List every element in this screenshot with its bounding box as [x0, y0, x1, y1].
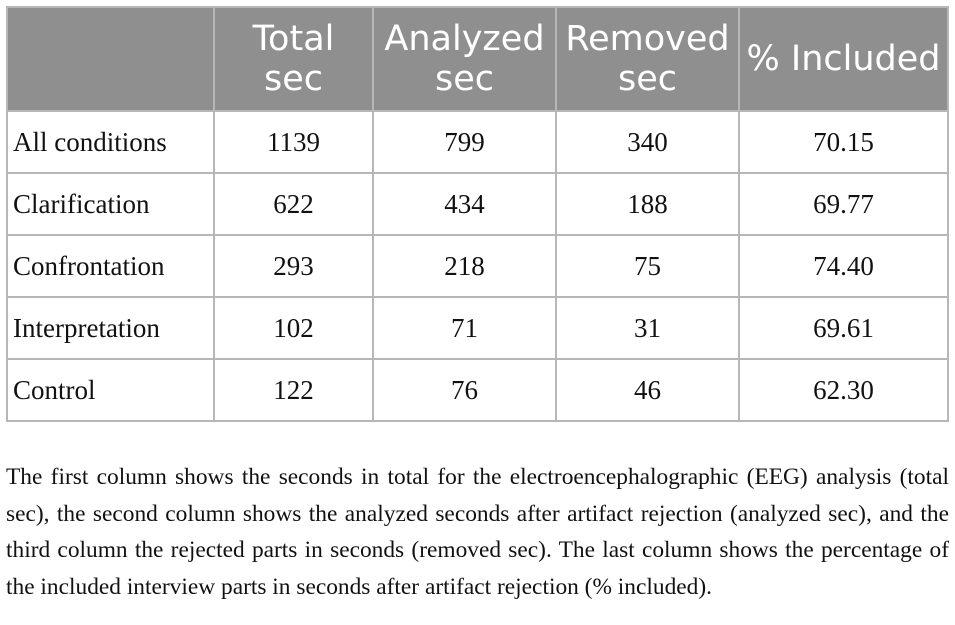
header-row [7, 7, 948, 111]
cell-percent-included: 69.77 [739, 173, 948, 235]
row-label: All conditions [7, 111, 214, 173]
cell-percent-included: 69.61 [739, 297, 948, 359]
cell-total-sec: 122 [214, 359, 373, 421]
cell-total-sec: 1139 [214, 111, 373, 173]
data-table-container [6, 6, 947, 422]
table-caption: The first column shows the seconds in total for the electroencephalographic (EEG) analysis (total sec), the second column shows the analyzed seconds after artifact rejection (analyzed sec), and the third column the rejected parts in seconds (removed sec). The last column shows the percentage of the included interview parts in seconds after artifact rejection (% included). [6, 464, 949, 600]
cell-removed-sec: 75 [556, 235, 739, 297]
cell-total-sec: 102 [214, 297, 373, 359]
row-label: Interpretation [7, 297, 214, 359]
table-header [7, 7, 948, 111]
row-label: Clarification [7, 173, 214, 235]
header-cell-empty [7, 7, 214, 111]
cell-percent-included: 70.15 [739, 111, 948, 173]
cell-removed-sec: 46 [556, 359, 739, 421]
data-table [6, 6, 949, 422]
cell-analyzed-sec: 799 [373, 111, 556, 173]
table-row [7, 173, 948, 235]
table-body [7, 111, 948, 421]
table-row [7, 359, 948, 421]
cell-removed-sec: 340 [556, 111, 739, 173]
header-cell-removed-sec [556, 7, 739, 111]
cell-analyzed-sec: 218 [373, 235, 556, 297]
header-total-line-1: Total [252, 19, 335, 59]
cell-analyzed-sec: 76 [373, 359, 556, 421]
header-removed-line-2: sec [617, 59, 677, 99]
header-included-line-1: % Included [746, 39, 941, 79]
cell-analyzed-sec: 434 [373, 173, 556, 235]
header-total-line-2: sec [263, 59, 323, 99]
cell-removed-sec: 31 [556, 297, 739, 359]
cell-analyzed-sec: 71 [373, 297, 556, 359]
row-label: Control [7, 359, 214, 421]
header-removed-line-1: Removed [565, 19, 730, 59]
header-cell-total-sec [214, 7, 373, 111]
cell-total-sec: 293 [214, 235, 373, 297]
table-row [7, 297, 948, 359]
cell-percent-included: 74.40 [739, 235, 948, 297]
header-cell-percent-included [739, 7, 948, 111]
header-cell-analyzed-sec [373, 7, 556, 111]
cell-percent-included: 62.30 [739, 359, 948, 421]
header-analyzed-line-1: Analyzed [384, 19, 545, 59]
cell-total-sec: 622 [214, 173, 373, 235]
header-analyzed-line-2: sec [434, 59, 494, 99]
table-row [7, 111, 948, 173]
row-label: Confrontation [7, 235, 214, 297]
table-row [7, 235, 948, 297]
cell-removed-sec: 188 [556, 173, 739, 235]
